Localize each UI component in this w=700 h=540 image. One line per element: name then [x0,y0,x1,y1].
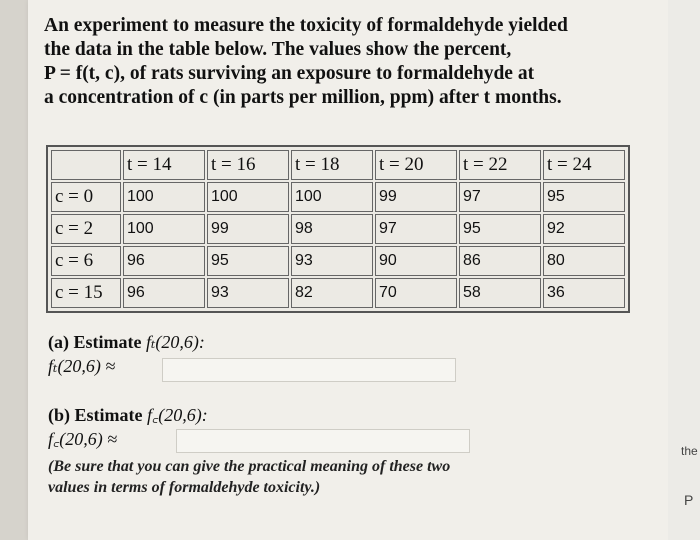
worksheet-page [28,0,668,540]
table-cell: 70 [375,278,457,308]
data-table-frame [46,145,630,313]
table-cell: 95 [459,214,541,244]
note-line-1: (Be sure that you can give the practical meaning of these two [48,458,451,475]
table-header-cell: t = 22 [459,150,541,180]
table-cell: 36 [543,278,625,308]
table-cell: 100 [123,182,205,212]
table-row-label: c = 2 [51,214,121,244]
problem-line-2: the data in the table below. The values show the percent, [44,39,512,60]
part-a-label: (a) Estimate [48,332,142,352]
problem-line-4: a concentration of c (in parts per million, ppm) after t months. [44,87,562,108]
problem-line-1: An experiment to measure the toxicity of formaldehyde yielded [44,15,568,36]
problem-line-3: P = f(t, c), of rats surviving an exposure to formaldehyde at [44,63,535,84]
part-b-label: (b) Estimate [48,405,143,425]
table-cell: 99 [207,214,289,244]
table-cell: 95 [543,182,625,212]
adjacent-page-text-2: P [684,492,694,508]
table-cell: 80 [543,246,625,276]
table-row [51,278,625,308]
table-cell: 96 [123,278,205,308]
part-b-prompt [48,403,208,427]
table-cell: 86 [459,246,541,276]
note-text [48,456,608,498]
adjacent-page-text-1: the [681,444,698,458]
problem-statement [44,14,644,110]
table-cell: 95 [207,246,289,276]
table-row-label: c = 15 [51,278,121,308]
table-cell: 93 [291,246,373,276]
table-cell: 100 [207,182,289,212]
table-cell: 96 [123,246,205,276]
table-cell: 100 [123,214,205,244]
table-row [51,246,625,276]
table-cell: 90 [375,246,457,276]
table-cell: 99 [375,182,457,212]
table-row-label: c = 0 [51,182,121,212]
table-cell: 93 [207,278,289,308]
table-cell: 92 [543,214,625,244]
part-b-answer-input[interactable] [176,429,470,453]
table-cell: 97 [459,182,541,212]
data-table [49,148,627,310]
table-cell: 97 [375,214,457,244]
part-a-answer-input[interactable] [162,358,456,382]
table-cell: 98 [291,214,373,244]
table-row [51,182,625,212]
table-header-row [51,150,625,180]
table-header-cell: t = 24 [543,150,625,180]
table-header-cell: t = 18 [291,150,373,180]
adjacent-page-edge [668,0,700,540]
table-row [51,214,625,244]
note-line-2: values in terms of formaldehyde toxicity.) [48,479,321,496]
table-header-cell: t = 16 [207,150,289,180]
table-header-cell: t = 14 [123,150,205,180]
table-cell: 58 [459,278,541,308]
part-a-answer-label: fₜ(20,6) ≈ [48,356,116,376]
part-a-prompt [48,332,205,353]
table-corner-cell [51,150,121,180]
table-row-label: c = 6 [51,246,121,276]
table-cell: 100 [291,182,373,212]
part-b-answer-label: f꜀(20,6) ≈ [48,429,118,449]
part-b-math: f꜀(20,6): [146,405,208,425]
part-a-math: fₜ(20,6): [145,332,205,352]
table-header-cell: t = 20 [375,150,457,180]
table-cell: 82 [291,278,373,308]
